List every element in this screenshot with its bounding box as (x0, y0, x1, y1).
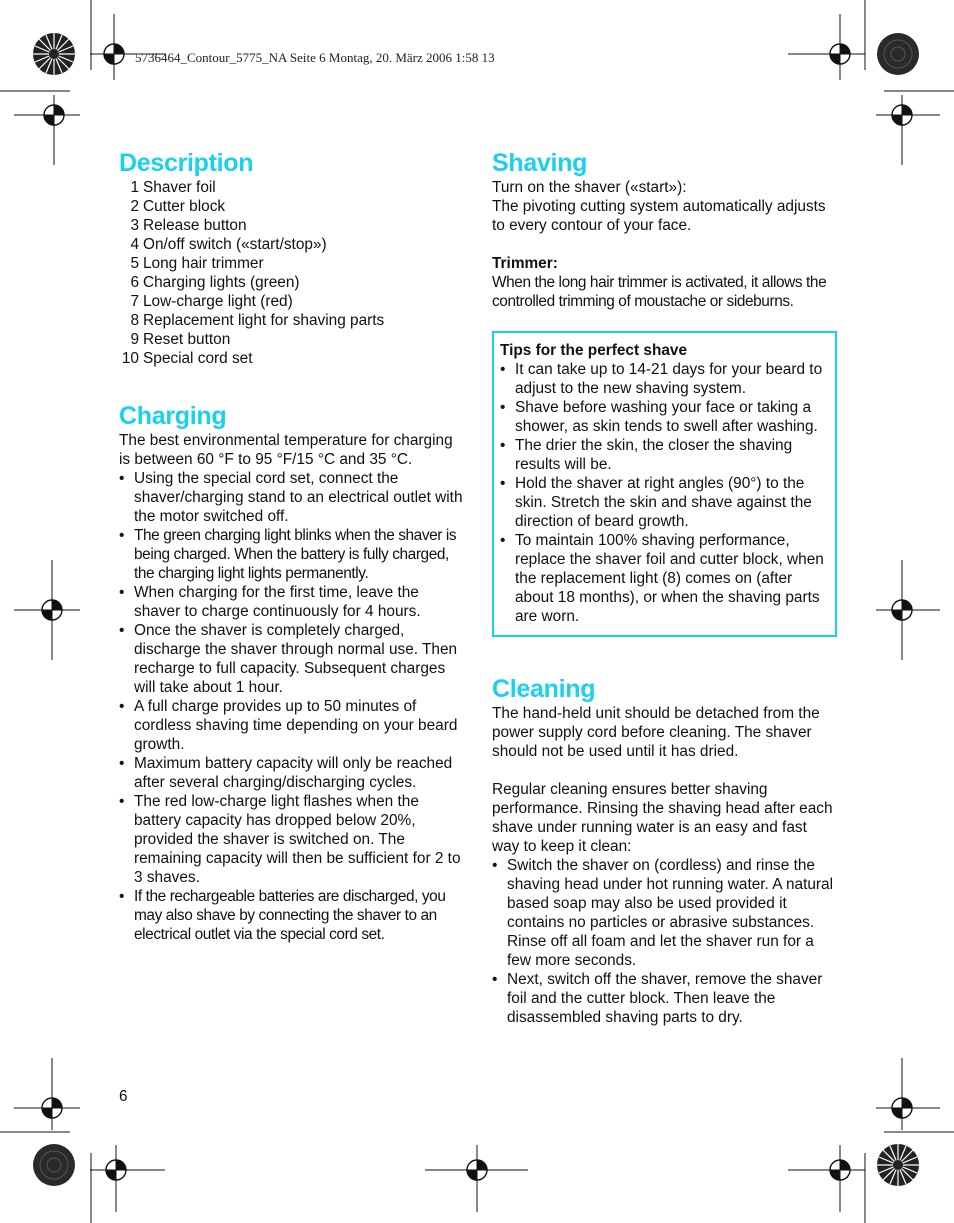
list-item (119, 216, 464, 235)
list-item: • If the rechargeable batteries are discharged, you may also shave by connecting the shaver to an electrical outlet via the special cord set. (119, 887, 464, 944)
left-column (119, 148, 464, 944)
list-item: • It can take up to 14-21 days for your beard to adjust to the new shaving system. (500, 360, 829, 398)
part-number: 5 (130, 255, 139, 272)
print-header: 5736464_Contour_5775_NA Seite 6 Montag, 20. März 2006 1:58 13 (135, 50, 495, 65)
part-label: Reset button (143, 331, 231, 348)
part-number: 6 (130, 274, 139, 291)
page-number: 6 (119, 1088, 128, 1105)
cleaning-heading: Cleaning (492, 675, 596, 703)
charging-heading: Charging (119, 402, 227, 430)
charging-list (119, 469, 464, 944)
tips-box (492, 331, 837, 637)
part-number: 7 (130, 293, 139, 310)
part-number: 8 (130, 312, 139, 329)
part-label: Shaver foil (143, 179, 216, 196)
part-number: 4 (130, 236, 139, 253)
part-number: 2 (130, 198, 139, 215)
list-item (119, 197, 464, 216)
part-label: Long hair trimmer (143, 255, 264, 272)
list-item (119, 311, 464, 330)
part-label: On/off switch («start/stop») (143, 236, 327, 253)
part-label: Cutter block (143, 198, 226, 215)
part-number: 9 (130, 331, 139, 348)
tips-list (500, 360, 829, 626)
list-item (119, 349, 464, 368)
part-label: Release button (143, 217, 247, 234)
list-item: • When charging for the first time, leave the shaver to charge continuously for 4 hours. (119, 583, 464, 621)
shaving-heading: Shaving (492, 149, 588, 177)
list-item (119, 273, 464, 292)
description-heading: Description (119, 149, 254, 177)
tips-title: Tips for the perfect shave (500, 342, 688, 359)
part-number: 10 (121, 350, 139, 367)
cleaning-para-2: Regular cleaning ensures better shaving performance. Rinsing the shaving head after each shave under running water is an easy and fast way to keep it clean: (492, 781, 833, 855)
list-item (119, 178, 464, 197)
list-item: • Next, switch off the shaver, remove the shaver foil and the cutter block. Then leave the disassembled shaving parts to dry. (492, 970, 837, 1027)
parts-list (119, 178, 464, 368)
charging-section (119, 401, 464, 944)
list-item: • The red low-charge light flashes when the battery capacity has dropped below 20%, provided the shaver is switched on. The remaining capacity will then be sufficient for 2 to 3 shaves. (119, 792, 464, 887)
part-number: 1 (130, 179, 139, 196)
cleaning-para-1: The hand-held unit should be detached from the power supply cord before cleaning. The shaver should not be used until it has dried. (492, 705, 820, 760)
list-item: • The drier the skin, the closer the shaving results will be. (500, 436, 829, 474)
trimmer-label: Trimmer: (492, 255, 558, 272)
list-item: • Using the special cord set, connect the shaver/charging stand to an electrical outlet with the motor switched off. (119, 469, 464, 526)
part-label: Charging lights (green) (143, 274, 300, 291)
shaving-line-2: The pivoting cutting system automatically adjusts to every contour of your face. (492, 198, 826, 234)
part-label: Low-charge light (red) (143, 293, 293, 310)
cleaning-list (492, 856, 837, 1027)
part-label: Replacement light for shaving parts (143, 312, 385, 329)
list-item: • A full charge provides up to 50 minutes of cordless shaving time depending on your beard growth. (119, 697, 464, 754)
list-item: • Maximum battery capacity will only be reached after several charging/discharging cycles. (119, 754, 464, 792)
list-item: • Hold the shaver at right angles (90°) to the skin. Stretch the skin and shave against the direction of beard growth. (500, 474, 829, 531)
list-item: • Shave before washing your face or taking a shower, as skin tends to swell after washing. (500, 398, 829, 436)
part-label: Special cord set (143, 350, 253, 367)
trimmer-text: When the long hair trimmer is activated, it allows the controlled trimming of moustache or sideburns. (492, 274, 827, 310)
list-item (119, 235, 464, 254)
list-item: • Once the shaver is completely charged, discharge the shaver through normal use. Then recharge to full capacity. Subsequent charges will take about 1 hour. (119, 621, 464, 697)
shaving-section (492, 148, 837, 311)
charging-intro: The best environmental temperature for charging is between 60 °F to 95 °F/15 °C and 35 °C. (119, 432, 453, 468)
list-item (119, 292, 464, 311)
list-item: • The green charging light blinks when the shaver is being charged. When the battery is fully charged, the charging light lights permanently. (119, 526, 464, 583)
description-section (119, 148, 464, 368)
right-column (492, 148, 837, 1027)
part-number: 3 (130, 217, 139, 234)
list-item (119, 330, 464, 349)
list-item: • To maintain 100% shaving performance, replace the shaver foil and cutter block, when the replacement light (8) comes on (after about 18 months), or when the shaving parts are worn. (500, 531, 829, 626)
list-item (119, 254, 464, 273)
shaving-line-1: Turn on the shaver («start»): (492, 179, 687, 196)
cleaning-section (492, 674, 837, 1027)
list-item: • Switch the shaver on (cordless) and rinse the shaving head under hot running water. A natural based soap may also be used provided it contains no particles or abrasive substances. Rinse off all foam and let the shaver run for a few more seconds. (492, 856, 837, 970)
